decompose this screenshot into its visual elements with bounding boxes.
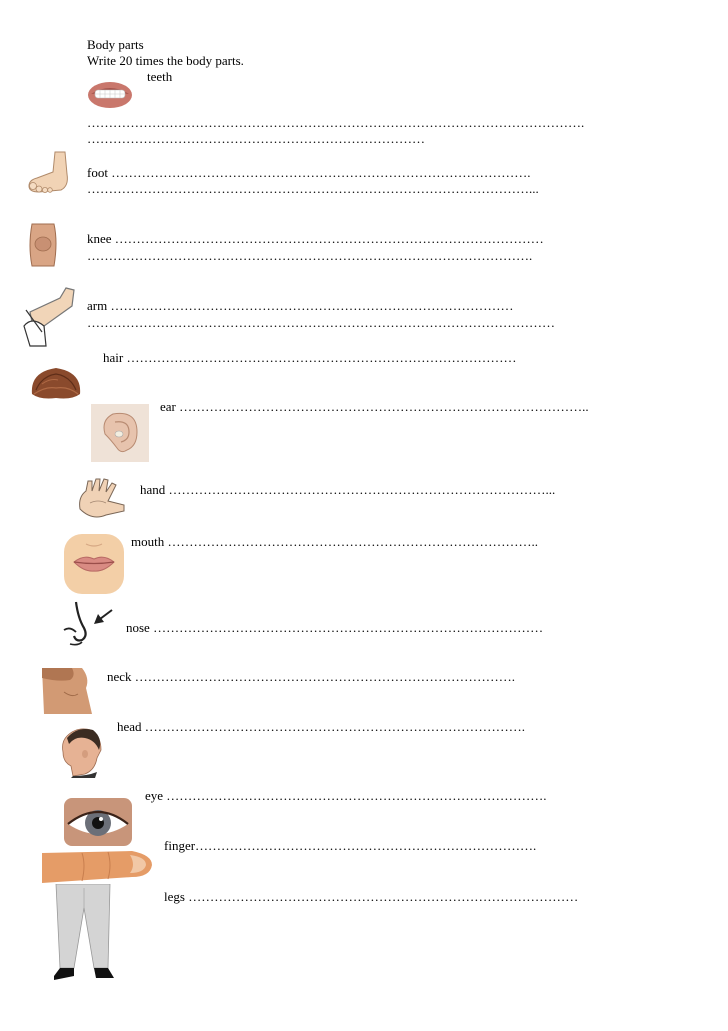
nose-writing-line: nose ……………………………………………………………………………… bbox=[126, 620, 544, 635]
teeth-writing-line-1: ……………………………………………………………………………………………………. bbox=[87, 115, 585, 130]
eye-picture bbox=[64, 798, 132, 846]
neck-picture bbox=[42, 668, 98, 714]
knee-writing-line-2: …………………………………………………………………………………………. bbox=[87, 248, 533, 263]
hand-picture bbox=[76, 475, 130, 523]
page-title: Body parts bbox=[87, 37, 144, 52]
teeth-label: teeth bbox=[147, 69, 173, 84]
ear-writing-line: ear ………………………………………………………………………………….. bbox=[160, 399, 589, 414]
mouth-writing-line: mouth ………………………………………………………………………….. bbox=[131, 534, 538, 549]
finger-picture bbox=[42, 845, 154, 887]
knee-picture bbox=[26, 222, 60, 268]
teeth-writing-line-2: …………………………………………………………………… bbox=[87, 131, 425, 146]
teeth-picture bbox=[86, 80, 134, 110]
eye-writing-line: eye ……………………………………………………………………………. bbox=[145, 788, 547, 803]
legs-writing-line: legs ……………………………………………………………………………… bbox=[164, 889, 579, 904]
hand-writing-line: hand ……………………………………………………………………………... bbox=[140, 482, 556, 497]
foot-writing-line-1: foot ……………………………………………………………………………………. bbox=[87, 165, 531, 180]
foot-writing-line-2: …………………………………………………………………………………………... bbox=[87, 181, 539, 196]
arm-writing-line-2: ……………………………………………………………………………………………… bbox=[87, 315, 555, 330]
head-picture bbox=[55, 726, 105, 778]
hair-picture bbox=[28, 364, 84, 402]
instruction-text: Write 20 times the body parts. bbox=[87, 53, 244, 68]
nose-picture bbox=[60, 600, 120, 652]
head-writing-line: head ……………………………………………………………………………. bbox=[117, 719, 526, 734]
finger-writing-line: finger……………………………………………………………………. bbox=[164, 838, 537, 853]
foot-picture bbox=[25, 150, 73, 196]
neck-writing-line: neck ……………………………………………………………………………. bbox=[107, 669, 516, 684]
hair-writing-line: hair ……………………………………………………………………………… bbox=[103, 350, 517, 365]
ear-picture bbox=[91, 404, 149, 462]
legs-picture bbox=[50, 884, 118, 986]
knee-writing-line-1: knee ……………………………………………………………………………………… bbox=[87, 231, 544, 246]
arm-picture bbox=[22, 286, 78, 348]
arm-writing-line-1: arm ………………………………………………………………………………… bbox=[87, 298, 514, 313]
mouth-picture bbox=[64, 534, 124, 594]
